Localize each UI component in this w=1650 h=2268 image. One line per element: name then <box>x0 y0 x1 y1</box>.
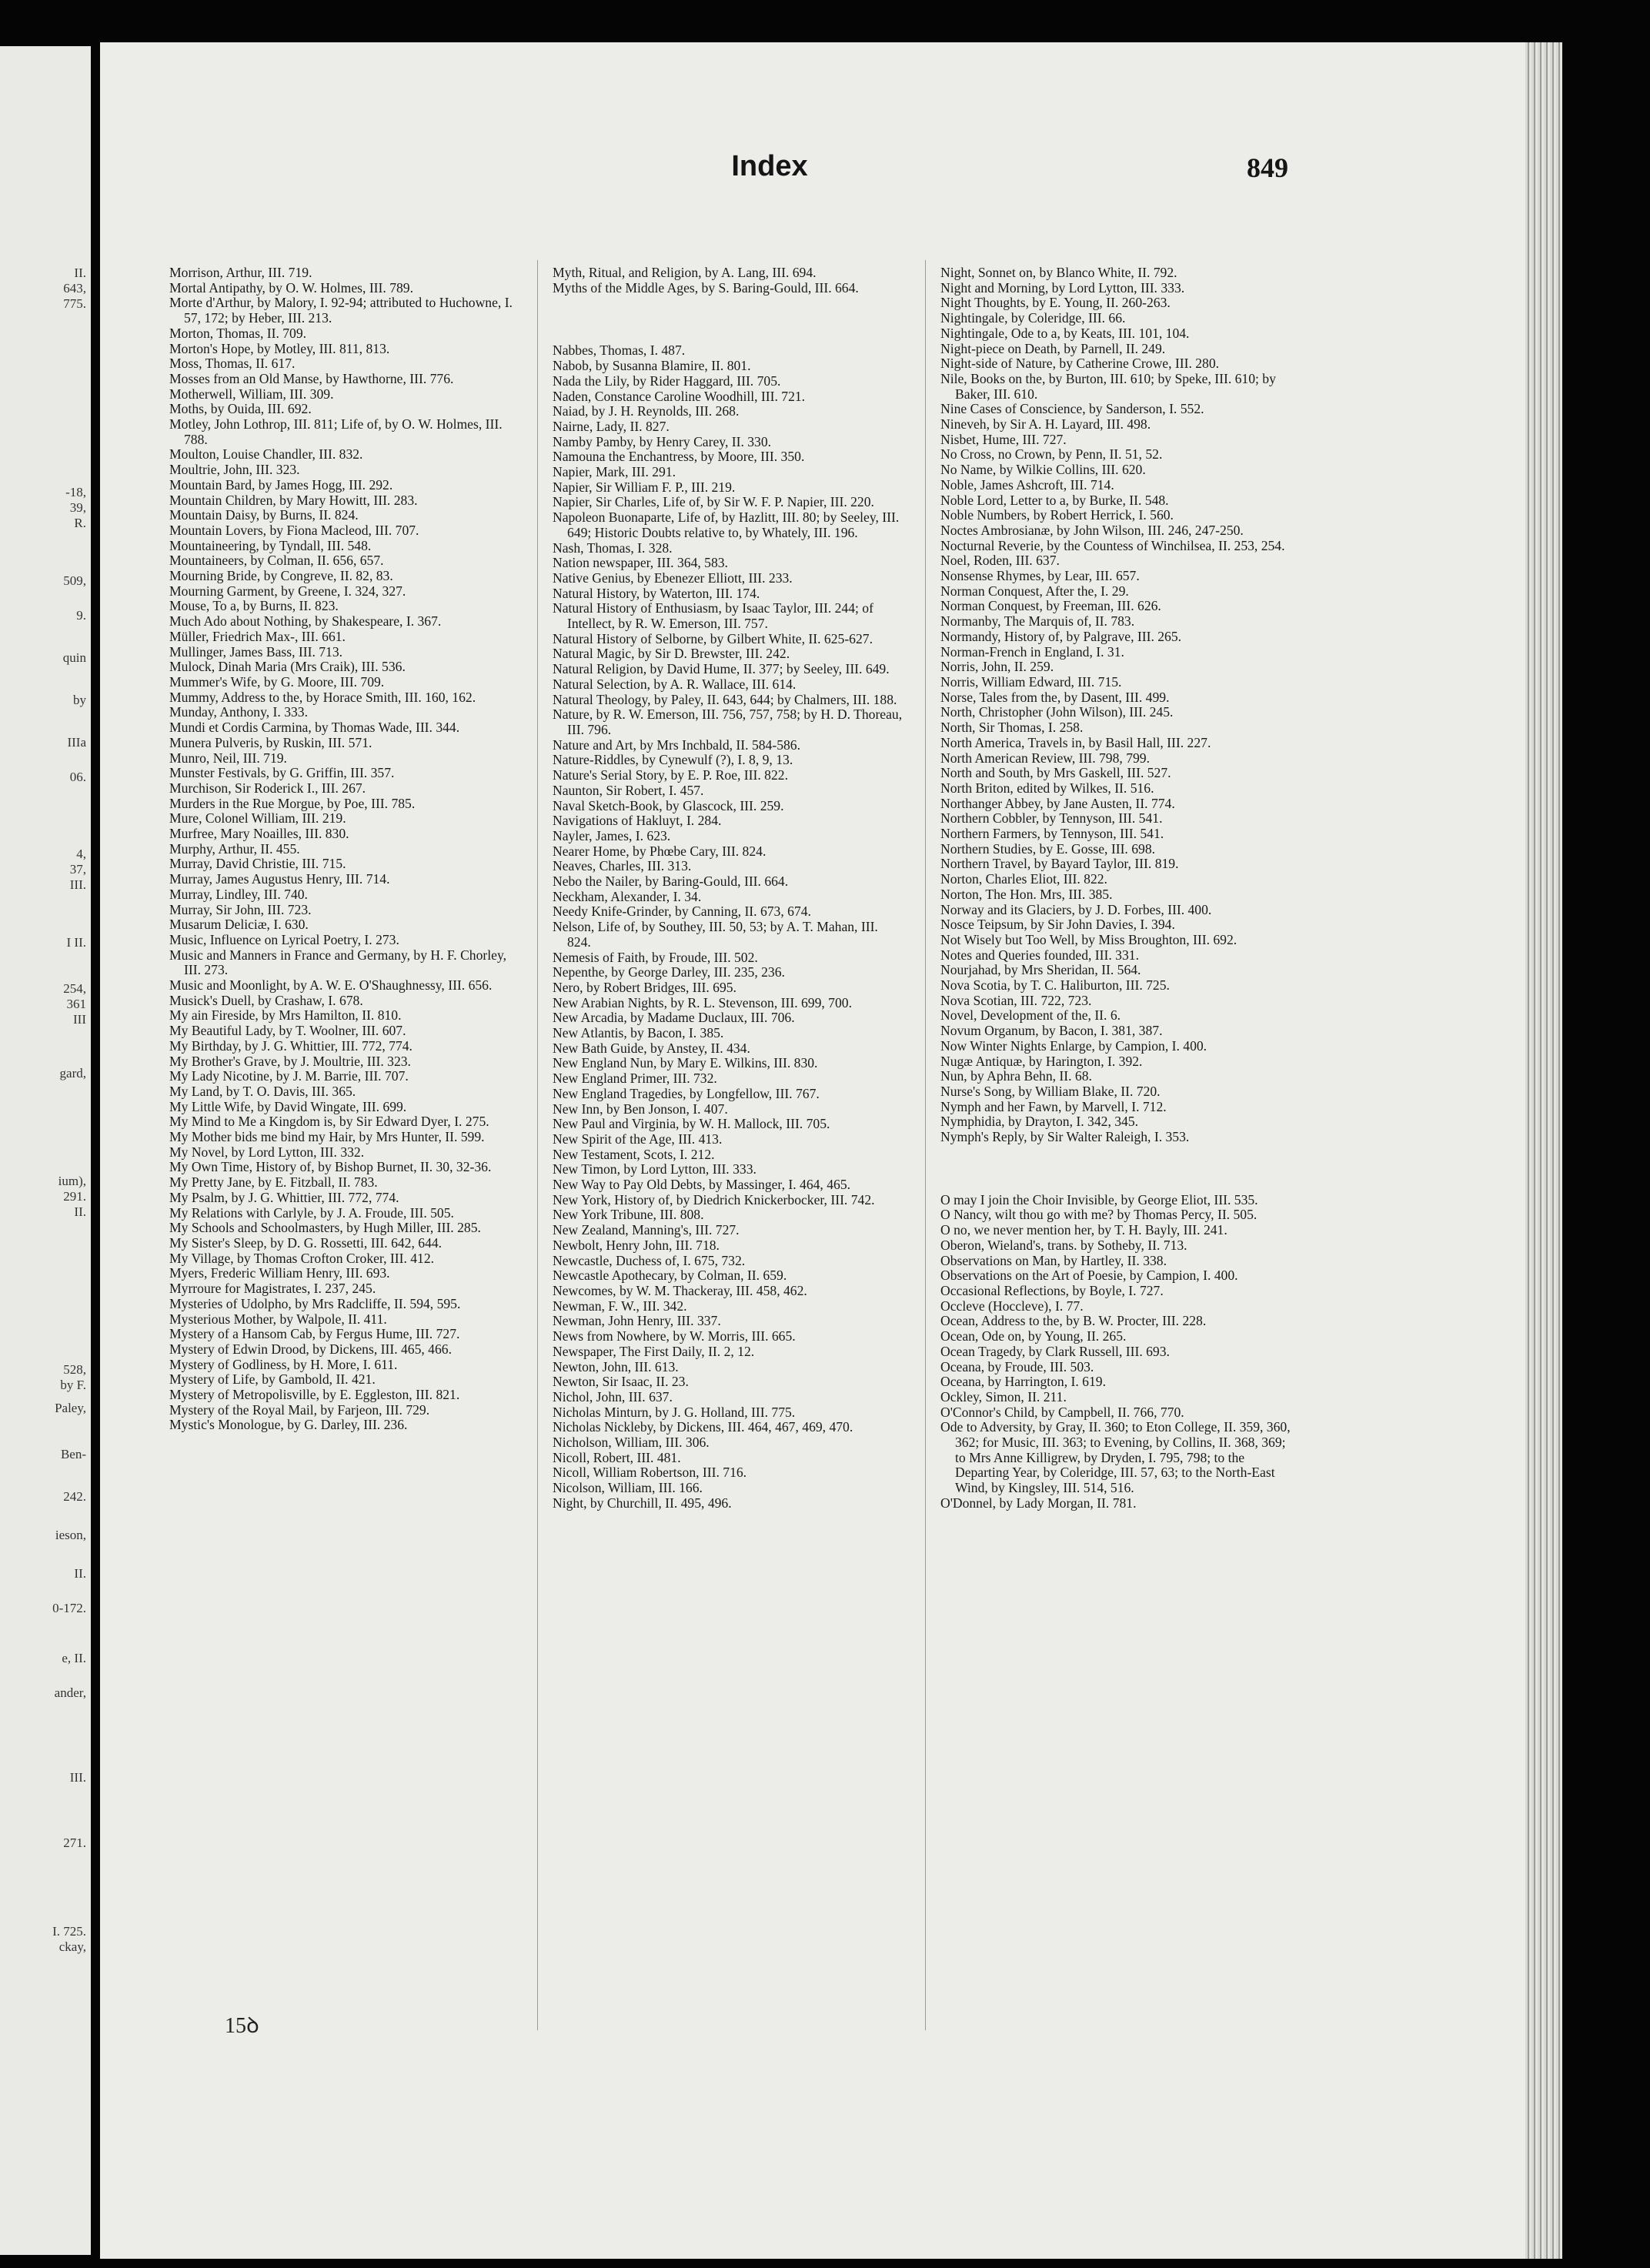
index-entry: Mure, Colonel William, III. 219. <box>169 810 346 827</box>
margin-fragment: I II. <box>66 935 86 950</box>
index-entry: New Timon, by Lord Lytton, III. 333. <box>553 1161 757 1177</box>
index-entry: Nightingale, by Coleridge, III. 66. <box>940 310 1126 326</box>
index-entry: O'Donnel, by Lady Morgan, II. 781. <box>940 1495 1137 1511</box>
index-entry: Mouse, To a, by Burns, II. 823. <box>169 598 339 614</box>
index-entry: My Psalm, by J. G. Whittier, III. 772, 774. <box>169 1189 399 1205</box>
index-entry: My Relations with Carlyle, by J. A. Froude, III. 505. <box>169 1204 454 1221</box>
index-entry: Nugæ Antiquæ, by Harington, I. 392. <box>940 1053 1143 1069</box>
index-entry: Norris, William Edward, III. 715. <box>940 673 1122 690</box>
index-entry: Newcastle, Duchess of, I. 675, 732. <box>553 1252 746 1268</box>
margin-fragment: III. <box>69 1770 86 1785</box>
index-entry: Ocean, Ode on, by Young, II. 265. <box>940 1328 1127 1344</box>
index-entry: Mountain Bard, by James Hogg, III. 292. <box>169 476 393 493</box>
index-entry: Nemesis of Faith, by Froude, III. 502. <box>553 949 758 965</box>
index-entry: New Testament, Scots, I. 212. <box>553 1146 715 1162</box>
margin-fragment: quin <box>62 650 86 665</box>
index-entry: Night, by Churchill, II. 495, 496. <box>553 1495 732 1511</box>
index-entry: Mystery of Metropolisville, by E. Eggleston, III. 821. <box>169 1387 460 1403</box>
index-entry: Nun, by Aphra Behn, II. 68. <box>940 1068 1092 1084</box>
index-entry: Müller, Friedrich Max-, III. 661. <box>169 628 346 644</box>
index-entry: Nurse's Song, by William Blake, II. 720. <box>940 1083 1161 1099</box>
index-entry: Napier, Mark, III. 291. <box>553 464 676 480</box>
margin-fragment: 775. <box>63 296 86 311</box>
index-entry: My Little Wife, by David Wingate, III. 699. <box>169 1098 407 1114</box>
margin-fragment: ander, <box>54 1685 86 1700</box>
index-entry: Nada the Lily, by Rider Haggard, III. 705. <box>553 372 781 389</box>
index-entry: My Sister's Sleep, by D. G. Rossetti, III. 642, 644. <box>169 1235 443 1251</box>
index-entry: Myers, Frederic William Henry, III. 693. <box>169 1265 390 1281</box>
index-entry: My Mother bids me bind my Hair, by Mrs Hunter, II. 599. <box>169 1129 485 1145</box>
margin-fragment: 643, <box>63 281 86 296</box>
index-entry: Munera Pulveris, by Ruskin, III. 571. <box>169 734 372 750</box>
index-entry: Noble Lord, Letter to a, by Burke, II. 548. <box>940 492 1169 508</box>
index-entry: Nymph's Reply, by Sir Walter Raleigh, I. 353. <box>940 1129 1190 1145</box>
index-entry: My Own Time, History of, by Bishop Burnet, II. 30, 32-36. <box>169 1159 492 1175</box>
index-entry: Native Genius, by Ebenezer Elliott, III. 233. <box>553 570 793 586</box>
index-entry: Music and Manners in France and Germany, by H. F. Chorley, III. 273. <box>169 947 507 978</box>
margin-fragment: ckay, <box>58 1939 86 1954</box>
margin-fragment: by F. <box>60 1378 86 1392</box>
index-entry: Mysteries of Udolpho, by Mrs Radcliffe, II. 594, 595. <box>169 1295 461 1311</box>
folio-mark: 15ꝺ <box>225 2014 259 2038</box>
margin-fragment: -18, <box>65 485 86 499</box>
index-entry: Nisbet, Hume, III. 727. <box>940 431 1067 447</box>
index-entry: Oberon, Wieland's, trans. by Sotheby, II. 713. <box>940 1237 1187 1253</box>
index-entry: Mystery of Edwin Drood, by Dickens, III. 465, 466. <box>169 1341 452 1357</box>
letter-section-break <box>553 308 903 331</box>
index-entry: Mystery of Godliness, by H. More, I. 611. <box>169 1356 398 1372</box>
index-entry: Natural Selection, by A. R. Wallace, III. 614. <box>553 676 797 692</box>
column-rule <box>537 260 538 2030</box>
margin-fragment: Ben- <box>60 1447 86 1461</box>
margin-fragment: 271. <box>63 1835 86 1850</box>
index-entry: New Paul and Virginia, by W. H. Mallock, III. 705. <box>553 1116 830 1132</box>
index-entry: Mortal Antipathy, by O. W. Holmes, III. 789. <box>169 279 413 296</box>
margin-fragment: I. 725. <box>52 1924 86 1939</box>
index-entry: Myrroure for Magistrates, I. 237, 245. <box>169 1281 376 1297</box>
index-entry: Mystery of a Hansom Cab, by Fergus Hume, III. 727. <box>169 1326 460 1342</box>
index-entry: Murray, Sir John, III. 723. <box>169 901 312 917</box>
page-number: 849 <box>1247 152 1288 183</box>
index-entry: Natural History of Selborne, by Gilbert White, II. 625-627. <box>553 630 873 646</box>
index-entry: Nicoll, William Robertson, III. 716. <box>553 1465 747 1481</box>
index-entry: Murphy, Arthur, II. 455. <box>169 840 300 857</box>
index-entry: Mullinger, James Bass, III. 713. <box>169 643 343 660</box>
index-entry: Motley, John Lothrop, III. 811; Life of, by O. W. Holmes, III. 788. <box>169 416 503 447</box>
index-entry: My Pretty Jane, by E. Fitzball, II. 783. <box>169 1174 378 1191</box>
index-column-2 <box>553 266 903 2036</box>
index-entry: Night, Sonnet on, by Blanco White, II. 792. <box>940 266 1177 280</box>
margin-fragment: 254, <box>63 981 86 996</box>
index-entry: Nash, Thomas, I. 328. <box>553 539 673 556</box>
index-entry: Mystic's Monologue, by G. Darley, III. 236. <box>169 1417 408 1433</box>
index-entry: Not Wisely but Too Well, by Miss Broughton, III. 692. <box>940 931 1238 947</box>
margin-fragment: 509, <box>63 573 86 588</box>
index-entry: Munday, Anthony, I. 333. <box>169 704 308 720</box>
index-entry: My Novel, by Lord Lytton, III. 332. <box>169 1144 365 1160</box>
index-entry: New Zealand, Manning's, III. 727. <box>553 1222 740 1238</box>
margin-fragment: R. <box>74 516 86 530</box>
index-entry: Moultrie, John, III. 323. <box>169 462 300 478</box>
index-entry: Nymphidia, by Drayton, I. 342, 345. <box>940 1114 1139 1130</box>
letter-section-break <box>940 1157 1291 1181</box>
index-entry: Nepenthe, by George Darley, III. 235, 236. <box>553 964 785 980</box>
index-column-3 <box>940 266 1291 2036</box>
index-entry: Nineveh, by Sir A. H. Layard, III. 498. <box>940 416 1151 433</box>
index-entry: Natural Magic, by Sir D. Brewster, III. 242. <box>553 646 790 662</box>
index-entry: Morton, Thomas, II. 709. <box>169 325 307 341</box>
index-entry: Normanby, The Marquis of, II. 783. <box>940 613 1135 630</box>
index-entry: My Lady Nicotine, by J. M. Barrie, III. 707. <box>169 1068 409 1084</box>
index-entry: Mountain Children, by Mary Howitt, III. 283. <box>169 492 418 508</box>
index-entry: Norse, Tales from the, by Dasent, III. 499. <box>940 689 1170 705</box>
index-entry: Norway and its Glaciers, by J. D. Forbes, III. 400. <box>940 901 1212 917</box>
index-entry: Mountaineers, by Colman, II. 656, 657. <box>169 553 384 569</box>
index-entry: Night-piece on Death, by Parnell, II. 249. <box>940 340 1166 356</box>
index-entry: O'Connor's Child, by Campbell, II. 766, 770. <box>940 1404 1184 1420</box>
index-entry: Nine Cases of Conscience, by Sanderson, I. 552. <box>940 401 1204 417</box>
index-entry: O may I join the Choir Invisible, by George Eliot, III. 535. <box>940 1191 1258 1207</box>
index-entry: Nature, by R. W. Emerson, III. 756, 757, 758; by H. D. Thoreau, III. 796. <box>553 706 903 737</box>
margin-fragment: by <box>73 693 86 707</box>
margin-fragment: II. <box>74 266 86 280</box>
index-entry: North Briton, edited by Wilkes, II. 516. <box>940 780 1154 796</box>
index-entry: Naval Sketch-Book, by Glascock, III. 259. <box>553 797 784 813</box>
index-entry: Myth, Ritual, and Religion, by A. Lang, III. 694. <box>553 266 817 280</box>
margin-fragment: 242. <box>63 1489 86 1504</box>
index-entry: My Birthday, by J. G. Whittier, III. 772, 774. <box>169 1037 412 1054</box>
index-entry: Mysterious Mother, by Walpole, II. 411. <box>169 1311 387 1327</box>
index-entry: Naiad, by J. H. Reynolds, III. 268. <box>553 403 740 419</box>
index-entry: News from Nowhere, by W. Morris, III. 665. <box>553 1328 796 1344</box>
index-entry: No Name, by Wilkie Collins, III. 620. <box>940 462 1146 478</box>
index-entry: Norton, The Hon. Mrs, III. 385. <box>940 886 1113 902</box>
index-entry: Nightingale, Ode to a, by Keats, III. 101, 104. <box>940 325 1190 341</box>
margin-fragment: II. <box>74 1566 86 1581</box>
index-entry: Munster Festivals, by G. Griffin, III. 357. <box>169 765 395 781</box>
index-entry: Mulock, Dinah Maria (Mrs Craik), III. 536. <box>169 659 406 675</box>
margin-fragment: gard, <box>59 1066 86 1081</box>
index-entry: Newcomes, by W. M. Thackeray, III. 458, 462. <box>553 1283 807 1298</box>
index-entry: Noble Numbers, by Robert Herrick, I. 560. <box>940 507 1174 523</box>
margin-fragment: III <box>73 1012 86 1027</box>
index-entry: New Bath Guide, by Anstey, II. 434. <box>553 1040 750 1056</box>
index-entry: Munro, Neil, III. 719. <box>169 750 287 766</box>
index-entry: Much Ado about Nothing, by Shakespeare, I. 367. <box>169 613 442 630</box>
index-entry: My Village, by Thomas Crofton Croker, III. 412. <box>169 1250 435 1266</box>
index-entry: North America, Travels in, by Basil Hall, III. 227. <box>940 734 1211 750</box>
index-entry: North American Review, III. 798, 799. <box>940 750 1150 766</box>
index-entry: Night and Morning, by Lord Lytton, III. 333. <box>940 279 1185 296</box>
index-entry: Northern Studies, by E. Gosse, III. 698. <box>940 840 1156 857</box>
index-entry: Mundi et Cordis Carmina, by Thomas Wade, III. 344. <box>169 720 460 736</box>
index-entry: Oceana, by Froude, III. 503. <box>940 1358 1094 1374</box>
index-entry: Novum Organum, by Bacon, I. 381, 387. <box>940 1023 1163 1039</box>
index-entry: Moulton, Louise Chandler, III. 832. <box>169 446 363 463</box>
index-entry: Mountain Daisy, by Burns, II. 824. <box>169 507 359 523</box>
index-entry: Northern Travel, by Bayard Taylor, III. 819. <box>940 856 1179 872</box>
index-entry: Nearer Home, by Phœbe Cary, III. 824. <box>553 843 767 859</box>
index-entry: New Inn, by Ben Jonson, I. 407. <box>553 1101 728 1117</box>
margin-fragment: 0-172. <box>52 1601 86 1615</box>
margin-fragment: 37, <box>69 862 86 877</box>
index-entry: Myths of the Middle Ages, by S. Baring-Gould, III. 664. <box>553 279 859 296</box>
index-entry: Neckham, Alexander, I. 34. <box>553 888 702 904</box>
index-entry: Newton, Sir Isaac, II. 23. <box>553 1374 689 1390</box>
index-entry: Murders in the Rue Morgue, by Poe, III. 785. <box>169 795 416 811</box>
index-entry: Newbolt, Henry John, III. 718. <box>553 1237 720 1253</box>
margin-fragment: 9. <box>76 608 86 623</box>
index-entry: Ockley, Simon, II. 211. <box>940 1388 1067 1405</box>
index-entry: New Atlantis, by Bacon, I. 385. <box>553 1025 724 1041</box>
index-entry: Observations on the Art of Poesie, by Campion, I. 400. <box>940 1268 1238 1284</box>
index-entry: No Cross, no Crown, by Penn, II. 51, 52. <box>940 446 1163 463</box>
index-entry: Nile, Books on the, by Burton, III. 610; by Speke, III. 610; by Baker, III. 610. <box>940 370 1276 402</box>
index-entry: New Arcadia, by Madame Duclaux, III. 706. <box>553 1010 795 1026</box>
index-entry: Ode to Adversity, by Gray, II. 360; to Eton College, II. 359, 360, 362; for Music, III. 363; to Evening, by Collins, II. 368, 369; to Mrs Anne Killigrew, by Dryden, I. 795, 798; to the Departing Year, by Coleridge, III. 57, 63; to the North-East Wind, by Kingsley, III. 514, 516. <box>940 1419 1291 1496</box>
index-entry: My Schools and Schoolmasters, by Hugh Miller, III. 285. <box>169 1220 481 1236</box>
index-entry: Napier, Sir Charles, Life of, by Sir W. F. P. Napier, III. 220. <box>553 494 874 510</box>
column-rule <box>925 260 926 2030</box>
index-entry: My Mind to Me a Kingdom is, by Sir Edward Dyer, I. 275. <box>169 1114 489 1130</box>
index-entry: Novel, Development of the, II. 6. <box>940 1007 1121 1024</box>
index-entry: Mummy, Address to the, by Horace Smith, III. 160, 162. <box>169 689 476 705</box>
index-entry: Namby Pamby, by Henry Carey, II. 330. <box>553 433 772 449</box>
index-entry: Now Winter Nights Enlarge, by Campion, I. 400. <box>940 1037 1207 1054</box>
index-entry: Murchison, Sir Roderick I., III. 267. <box>169 780 366 796</box>
index-entry: Nymph and her Fawn, by Marvell, I. 712. <box>940 1098 1167 1114</box>
margin-fragment: III. <box>69 877 86 892</box>
index-entry: North, Sir Thomas, I. 258. <box>940 720 1084 736</box>
index-entry: Noble, James Ashcroft, III. 714. <box>940 476 1114 493</box>
index-entry: Mourning Garment, by Greene, I. 324, 327. <box>169 583 406 599</box>
margin-fragment: 06. <box>69 770 86 784</box>
index-entry: Newman, F. W., III. 342. <box>553 1298 687 1314</box>
index-entry: My Beautiful Lady, by T. Woolner, III. 607. <box>169 1023 406 1039</box>
index-entry: Morrison, Arthur, III. 719. <box>169 266 312 280</box>
index-entry: Northanger Abbey, by Jane Austen, II. 774. <box>940 795 1175 811</box>
index-entry: Natural Theology, by Paley, II. 643, 644; by Chalmers, III. 188. <box>553 691 897 707</box>
index-entry: Murray, James Augustus Henry, III. 714. <box>169 871 390 887</box>
margin-fragment: 528, <box>63 1362 86 1377</box>
index-entry: Natural History of Enthusiasm, by Isaac Taylor, III. 244; of Intellect, by R. W. Emerson, III. 757. <box>553 600 873 632</box>
index-entry: Noctes Ambrosianæ, by John Wilson, III. 246, 247-250. <box>940 522 1244 538</box>
index-entry: Newman, John Henry, III. 337. <box>553 1313 721 1329</box>
index-entry: Music, Influence on Lyrical Poetry, I. 273. <box>169 931 399 947</box>
index-entry: Nature's Serial Story, by E. P. Roe, III. 822. <box>553 767 788 783</box>
index-entry: Neaves, Charles, III. 313. <box>553 858 692 874</box>
index-entry: Morton's Hope, by Motley, III. 811, 813. <box>169 340 390 356</box>
index-entry: Nero, by Robert Bridges, III. 695. <box>553 979 736 995</box>
index-entry: New Spirit of the Age, III. 413. <box>553 1131 723 1147</box>
index-entry: O no, we never mention her, by T. H. Bayly, III. 241. <box>940 1222 1227 1238</box>
margin-fragment: ium), <box>58 1174 86 1188</box>
index-entry: Nicolson, William, III. 166. <box>553 1480 703 1496</box>
margin-fragment: Paley, <box>55 1401 86 1415</box>
index-entry: New England Tragedies, by Longfellow, III. 767. <box>553 1085 820 1101</box>
index-entry: Oceana, by Harrington, I. 619. <box>940 1374 1106 1390</box>
index-entry: Musick's Duell, by Crashaw, I. 678. <box>169 992 363 1008</box>
index-entry: Mountaineering, by Tyndall, III. 548. <box>169 537 372 553</box>
margin-fragment: 39, <box>69 500 86 515</box>
index-column-1 <box>169 266 519 2036</box>
index-entry: Nicoll, Robert, III. 481. <box>553 1449 681 1465</box>
index-entry: Night-side of Nature, by Catherine Crowe, III. 280. <box>940 356 1220 372</box>
index-entry: Moths, by Ouida, III. 692. <box>169 401 312 417</box>
adjacent-page-margin <box>0 46 91 2255</box>
index-entry: Ocean, Address to the, by B. W. Procter, III. 228. <box>940 1313 1207 1329</box>
index-entry: Mountain Lovers, by Fiona Macleod, III. 707. <box>169 522 419 538</box>
index-entry: Norris, John, II. 259. <box>940 659 1054 675</box>
margin-fragment: ieson, <box>55 1528 86 1542</box>
index-entry: Nairne, Lady, II. 827. <box>553 418 670 434</box>
index-entry: Nature and Art, by Mrs Inchbald, II. 584-586. <box>553 737 800 753</box>
index-entry: North, Christopher (John Wilson), III. 245. <box>940 704 1174 720</box>
index-entry: North and South, by Mrs Gaskell, III. 527. <box>940 765 1171 781</box>
index-entry: Mummer's Wife, by G. Moore, III. 709. <box>169 673 385 690</box>
running-head: Index <box>731 150 808 182</box>
index-entry: Nourjahad, by Mrs Sheridan, II. 564. <box>940 962 1141 978</box>
margin-fragment: 361 <box>66 997 86 1011</box>
index-entry: Newspaper, The First Daily, II. 2, 12. <box>553 1343 755 1359</box>
index-entry: Mystery of the Royal Mail, by Farjeon, III. 729. <box>169 1401 430 1418</box>
index-entry: My Land, by T. O. Davis, III. 365. <box>169 1083 356 1099</box>
index-entry: Nation newspaper, III. 364, 583. <box>553 555 728 571</box>
index-entry: Murray, David Christie, III. 715. <box>169 856 346 872</box>
index-entry: Norman Conquest, After the, I. 29. <box>940 583 1129 599</box>
index-entry: Norman Conquest, by Freeman, III. 626. <box>940 598 1161 614</box>
index-entry: Needy Knife-Grinder, by Canning, II. 673, 674. <box>553 904 811 920</box>
index-entry: Natural History, by Waterton, III. 174. <box>553 585 760 601</box>
index-entry: Northern Farmers, by Tennyson, III. 541. <box>940 826 1164 842</box>
index-entry: Music and Moonlight, by A. W. E. O'Shaughnessy, III. 656. <box>169 977 493 994</box>
index-entry: Natural Religion, by David Hume, II. 377; by Seeley, III. 649. <box>553 661 890 677</box>
index-entry: Noel, Roden, III. 637. <box>940 553 1060 569</box>
index-entry: Norton, Charles Eliot, III. 822. <box>940 871 1107 887</box>
index-entry: Motherwell, William, III. 309. <box>169 386 334 402</box>
index-entry: Nosce Teipsum, by Sir John Davies, I. 394. <box>940 917 1175 933</box>
index-entry: Nebo the Nailer, by Baring-Gould, III. 664. <box>553 873 789 890</box>
index-entry: Musarum Deliciæ, I. 630. <box>169 917 309 933</box>
index-entry: Nabob, by Susanna Blamire, II. 801. <box>553 358 751 374</box>
index-entry: Nayler, James, I. 623. <box>553 827 671 843</box>
index-entry: Mosses from an Old Manse, by Hawthorne, III. 776. <box>169 370 454 386</box>
index-entry: O Nancy, wilt thou go with me? by Thomas Percy, II. 505. <box>940 1207 1258 1223</box>
index-entry: Nicholas Nickleby, by Dickens, III. 464, 467, 469, 470. <box>553 1419 853 1435</box>
index-entry: Namouna the Enchantress, by Moore, III. 350. <box>553 449 805 465</box>
index-entry: Nocturnal Reverie, by the Countess of Winchilsea, II. 253, 254. <box>940 537 1285 553</box>
index-entry: New York Tribune, III. 808. <box>553 1207 704 1223</box>
index-entry: Nonsense Rhymes, by Lear, III. 657. <box>940 568 1140 584</box>
index-entry: Nova Scotian, III. 722, 723. <box>940 992 1092 1008</box>
index-entry: Murfree, Mary Noailles, III. 830. <box>169 826 349 842</box>
index-entry: Newcastle Apothecary, by Colman, II. 659. <box>553 1268 787 1284</box>
index-entry: Moss, Thomas, II. 617. <box>169 356 296 372</box>
margin-fragment: IIIa <box>67 735 86 750</box>
index-entry: Observations on Man, by Hartley, II. 338. <box>940 1252 1167 1268</box>
index-entry: Nova Scotia, by T. C. Haliburton, III. 725. <box>940 977 1170 994</box>
index-entry: Occasional Reflections, by Boyle, I. 727. <box>940 1283 1164 1298</box>
index-entry: Nelson, Life of, by Southey, III. 50, 53; by A. T. Mahan, III. 824. <box>553 919 878 950</box>
index-entry: Normandy, History of, by Palgrave, III. 265. <box>940 628 1182 644</box>
margin-fragment: e, II. <box>62 1651 86 1665</box>
index-entry: My Brother's Grave, by J. Moultrie, III. 323. <box>169 1053 411 1069</box>
margin-fragment: II. <box>74 1204 86 1219</box>
page-edge-shadow <box>1525 42 1562 2259</box>
index-entry: Newton, John, III. 613. <box>553 1358 679 1374</box>
index-entry: Murray, Lindley, III. 740. <box>169 886 308 902</box>
index-entry: Naden, Constance Caroline Woodhill, III. 721. <box>553 388 806 404</box>
index-entry: Morte d'Arthur, by Malory, I. 92-94; attributed to Huchowne, I. 57, 172; by Heber, III. 213. <box>169 295 513 326</box>
index-entry: New England Primer, III. 732. <box>553 1071 717 1087</box>
index-entry: Northern Cobbler, by Tennyson, III. 541. <box>940 810 1163 827</box>
index-entry: Occleve (Hoccleve), I. 77. <box>940 1298 1084 1314</box>
index-entry: Nicholson, William, III. 306. <box>553 1435 710 1451</box>
margin-fragment: 4, <box>76 847 86 861</box>
index-entry: Ocean Tragedy, by Clark Russell, III. 693. <box>940 1343 1170 1359</box>
index-entry: Nicholas Minturn, by J. G. Holland, III. 775. <box>553 1404 796 1420</box>
index-entry: Nabbes, Thomas, I. 487. <box>553 342 686 359</box>
index-entry: Nichol, John, III. 637. <box>553 1388 673 1405</box>
index-entry: Mourning Bride, by Congreve, II. 82, 83. <box>169 568 393 584</box>
index-entry: New England Nun, by Mary E. Wilkins, III. 830. <box>553 1055 818 1071</box>
index-entry: Napier, Sir William F. P., III. 219. <box>553 479 736 495</box>
index-entry: Night Thoughts, by E. Young, II. 260-263. <box>940 295 1171 311</box>
index-entry: Nature-Riddles, by Cynewulf (?), I. 8, 9, 13. <box>553 752 793 768</box>
index-entry: New Way to Pay Old Debts, by Massinger, I. 464, 465. <box>553 1177 851 1193</box>
index-entry: Napoleon Buonaparte, Life of, by Hazlitt, III. 80; by Seeley, III. 649; Historic Doubts relative to, by Whately, III. 196. <box>553 509 900 540</box>
index-entry: New Arabian Nights, by R. L. Stevenson, III. 699, 700. <box>553 994 852 1010</box>
index-entry: Norman-French in England, I. 31. <box>940 643 1124 660</box>
index-entry: Mystery of Life, by Gambold, II. 421. <box>169 1371 376 1388</box>
index-entry: My ain Fireside, by Mrs Hamilton, II. 810. <box>169 1007 402 1024</box>
index-entry: Naunton, Sir Robert, I. 457. <box>553 782 704 798</box>
index-entry: Navigations of Hakluyt, I. 284. <box>553 813 722 829</box>
index-entry: New York, History of, by Diedrich Knickerbocker, III. 742. <box>553 1191 875 1207</box>
index-entry: Notes and Queries founded, III. 331. <box>940 947 1139 963</box>
margin-fragment: 291. <box>63 1189 86 1204</box>
